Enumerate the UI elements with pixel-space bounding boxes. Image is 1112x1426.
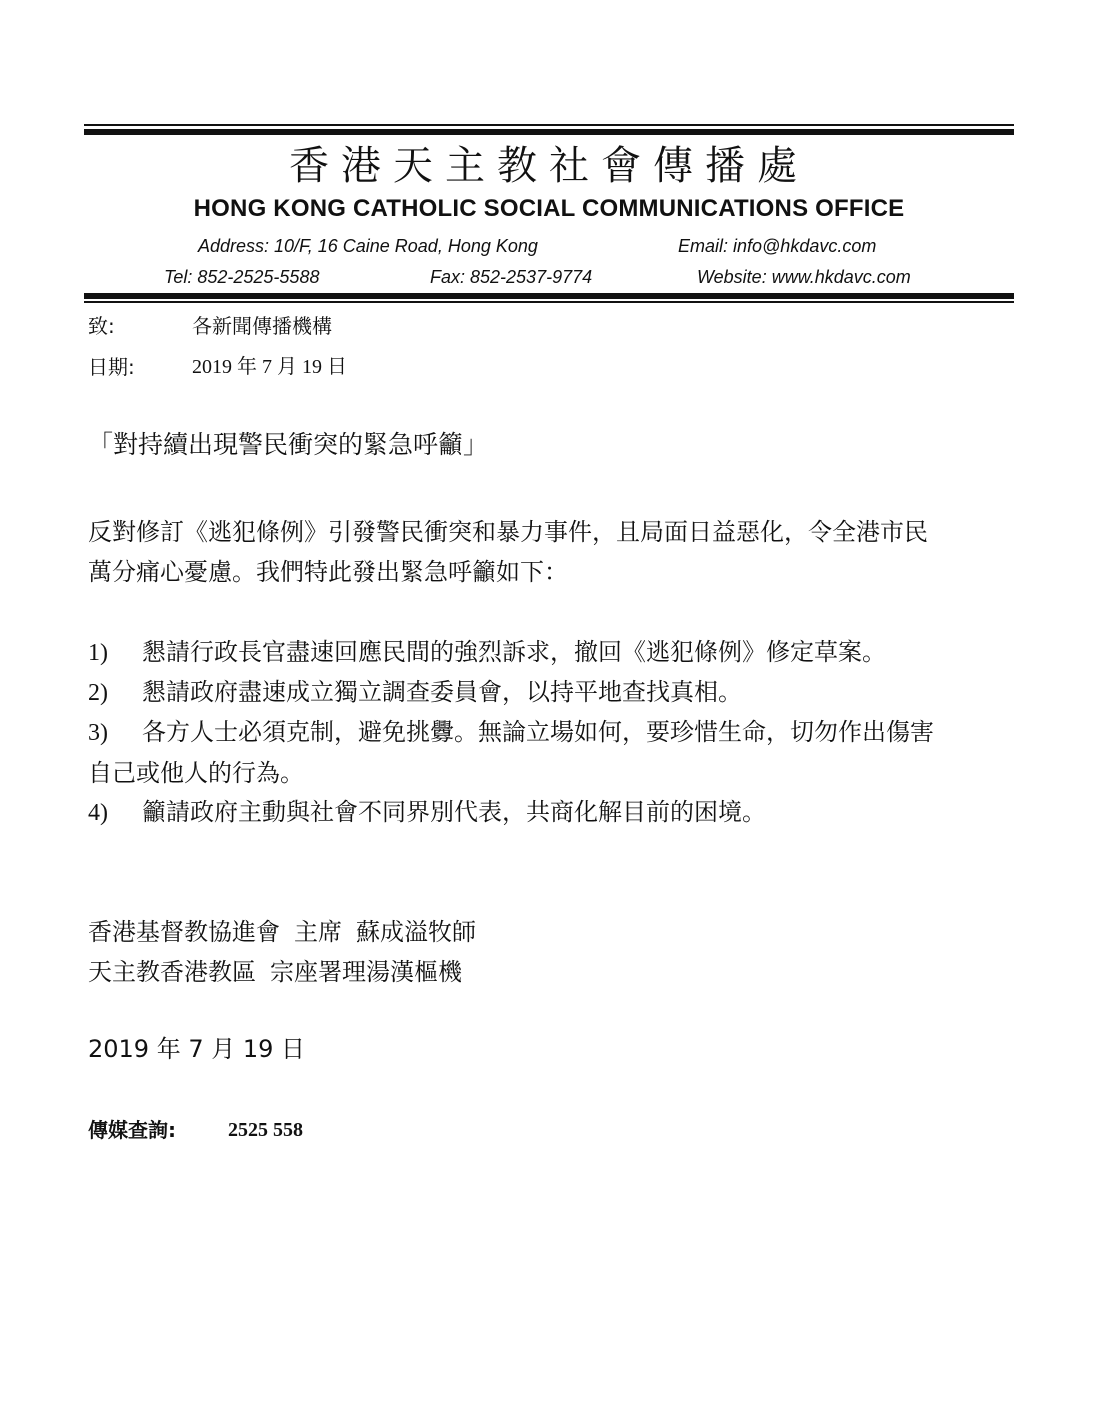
signatory-2 — [88, 952, 462, 992]
signatory-org: 香港基督教協進會 — [88, 918, 280, 946]
item-text: 籲請政府主動與社會不同界別代表，共商化解目前的困境。 — [142, 798, 766, 826]
org-name-english: HONG KONG CATHOLIC SOCIAL COMMUNICATIONS OFFICE — [193, 195, 905, 222]
signatory-name: 蘇成溢牧師 — [356, 918, 476, 946]
address-line: Address: 10/F, 16 Caine Road, Hong Kong — [198, 236, 538, 256]
signatory-org: 天主教香港教區 — [88, 958, 256, 986]
intro-paragraph — [88, 512, 1013, 592]
media-inquiry-label: 傳媒查詢: — [88, 1118, 176, 1142]
appeal-item-2 — [88, 672, 1013, 713]
org-name-chinese: 香港天主教社會傳播處 — [289, 143, 809, 189]
signatory-title: 宗座署理湯漢樞機 — [270, 958, 462, 986]
item-text: 懇請政府盡速成立獨立調查委員會，以持平地查找真相。 — [142, 678, 742, 706]
signatory-1 — [88, 912, 476, 952]
top-rule-thick — [84, 129, 1014, 135]
release-title: 「對持續出現警民衝突的緊急呼籲」 — [88, 430, 489, 459]
signatory-title: 主席 — [294, 918, 342, 946]
to-label: 致: — [88, 314, 115, 338]
top-rule-thin — [84, 124, 1014, 126]
item-number: 1) — [88, 640, 108, 666]
item-number: 3) — [88, 720, 108, 746]
closing-date: 2019 年 7 月 19 日 — [88, 1035, 306, 1063]
email-line: Email: info@hkdavc.com — [678, 236, 877, 256]
intro-line: 萬分痛心憂慮。我們特此發出緊急呼籲如下： — [88, 558, 568, 586]
item-text: 懇請行政長官盡速回應民間的強烈訴求，撤回《逃犯條例》修定草案。 — [142, 638, 886, 666]
bottom-rule-thick — [84, 293, 1014, 299]
to-value: 各新聞傳播機構 — [192, 314, 332, 338]
appeal-item-4 — [88, 792, 1013, 833]
item-text-continued: 自己或他人的行為。 — [88, 759, 304, 787]
appeal-item-3 — [88, 712, 1013, 793]
media-inquiry-phone: 2525 558 — [228, 1119, 303, 1141]
website-line: Website: www.hkdavc.com — [697, 267, 911, 287]
fax-line: Fax: 852-2537-9774 — [430, 267, 593, 287]
intro-line: 反對修訂《逃犯條例》引發警民衝突和暴力事件，且局面日益惡化，令全港市民 — [88, 518, 928, 546]
date-label: 日期: — [88, 355, 135, 379]
item-number: 2) — [88, 680, 108, 706]
appeal-item-1 — [88, 632, 1013, 673]
tel-line: Tel: 852-2525-5588 — [164, 267, 320, 287]
item-text: 各方人士必須克制，避免挑釁。無論立場如何，要珍惜生命，切勿作出傷害 — [142, 718, 934, 746]
date-value: 2019 年 7 月 19 日 — [192, 356, 347, 378]
item-number: 4) — [88, 800, 108, 826]
bottom-rule-thin — [84, 301, 1014, 303]
